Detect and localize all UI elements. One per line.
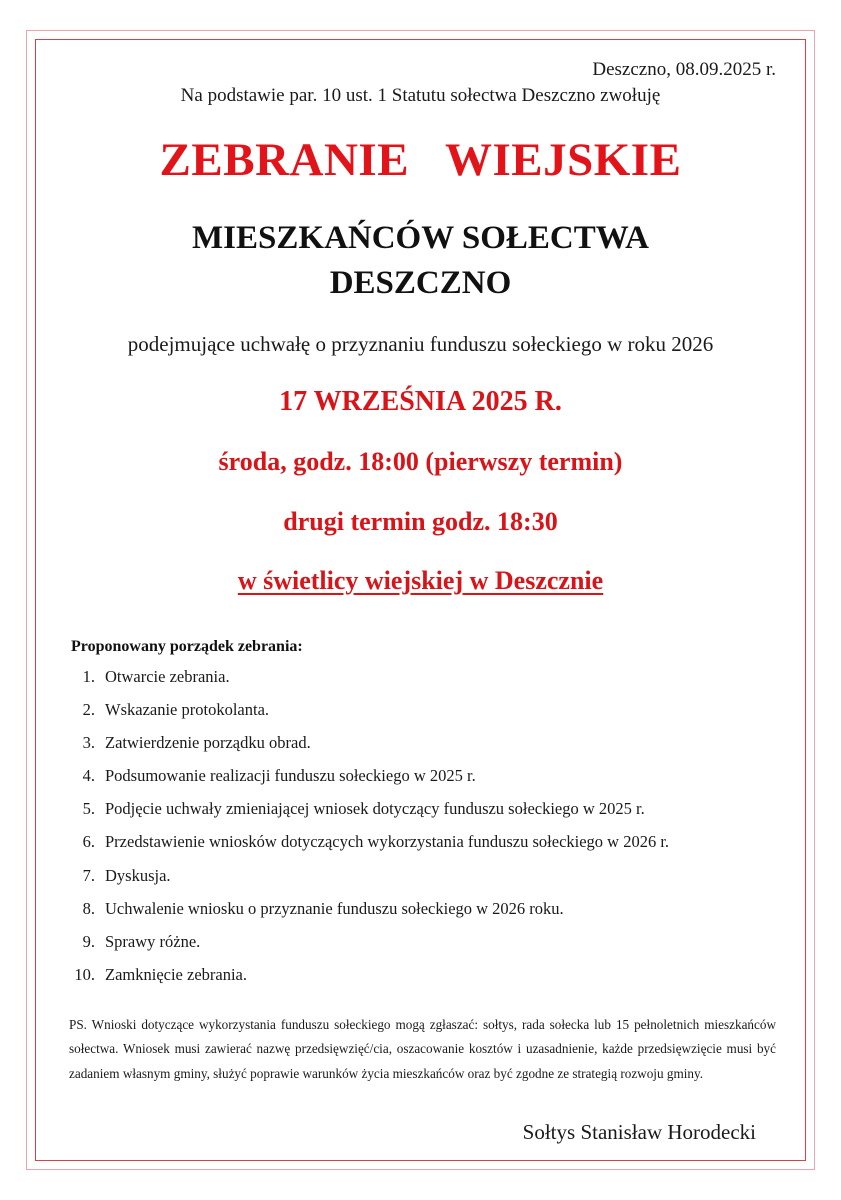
agenda-item-text: Przedstawienie wniosków dotyczących wykorzystania funduszu sołeckiego w 2026 r.	[105, 832, 670, 852]
agenda-item-text: Dyskusja.	[105, 865, 171, 885]
agenda-item	[71, 865, 780, 886]
signature-line: Sołtys Stanisław Horodecki	[522, 1120, 756, 1145]
agenda-item-text: Zamknięcie zebrania.	[105, 964, 247, 984]
second-term: drugi termin godz. 18:30	[283, 506, 558, 536]
postscript-note: PS. Wnioski dotyczące wykorzystania funduszu sołeckiego mogą zgłaszać: sołtys, rada sołecka lub 15 pełnoletnich mieszkańców sołectwa. Wniosek musi zawierać nazwę przedsięwzięć/cia, oszacowanie kosztów i uzasadnienie, każde przedsięwzięcie musi być zadaniem własnym gminy, służyć poprawie warunków życia mieszkańców oraz być zgodne ze strategią rozwoju gminy.	[69, 1017, 776, 1081]
agenda-item-text: Otwarcie zebrania.	[105, 666, 230, 686]
agenda-section	[61, 638, 780, 985]
agenda-item	[71, 931, 780, 952]
agenda-list	[71, 666, 780, 985]
agenda-item-number: 10.	[74, 964, 95, 984]
agenda-item	[71, 798, 780, 819]
agenda-item-number: 1.	[82, 666, 95, 686]
agenda-item-number: 8.	[82, 898, 95, 918]
agenda-item-number: 3.	[82, 733, 95, 753]
subtitle-block	[61, 216, 780, 305]
agenda-item	[71, 666, 780, 687]
agenda-item	[71, 964, 780, 985]
notice-sheet	[35, 39, 806, 1161]
legal-basis-line: Na podstawie par. 10 ust. 1 Statutu sołectwa Deszczno zwołuję	[180, 84, 661, 106]
agenda-item-number: 5.	[82, 799, 95, 819]
agenda-item-number: 6.	[82, 832, 95, 852]
agenda-item-text: Podsumowanie realizacji funduszu sołeckiego w 2025 r.	[105, 766, 476, 786]
agenda-item	[71, 831, 780, 852]
subtitle-line-1: MIESZKAŃCÓW SOŁECTWA	[192, 220, 649, 257]
agenda-item-number: 7.	[82, 865, 95, 885]
agenda-item-number: 9.	[82, 931, 95, 951]
agenda-item	[71, 898, 780, 919]
meeting-venue: w świetlicy wiejskiej w Deszcznie	[237, 565, 604, 595]
page-title: ZEBRANIE WIEJSKIE	[159, 133, 682, 186]
first-term: środa, godz. 18:00 (pierwszy termin)	[218, 447, 623, 477]
agenda-item-number: 2.	[82, 700, 95, 720]
agenda-item	[71, 765, 780, 786]
agenda-item	[71, 699, 780, 720]
agenda-item-text: Sprawy różne.	[105, 931, 201, 951]
agenda-item-text: Podjęcie uchwały zmieniającej wniosek dotyczący funduszu sołeckiego w 2025 r.	[105, 799, 645, 819]
place-and-date: Deszczno, 08.09.2025 r.	[592, 59, 776, 80]
meeting-date: 17 WRZEŚNIA 2025 R.	[279, 385, 562, 417]
meeting-purpose: podejmujące uchwałę o przyznaniu funduszu sołeckiego w roku 2026	[127, 332, 714, 357]
agenda-item-text: Wskazanie protokolanta.	[105, 700, 270, 720]
agenda-item-text: Zatwierdzenie porządku obrad.	[105, 733, 311, 753]
agenda-heading: Proponowany porządek zebrania:	[71, 637, 303, 655]
subtitle-line-2: DESZCZNO	[329, 264, 512, 301]
agenda-item-text: Uchwalenie wniosku o przyznanie funduszu sołeckiego w 2026 roku.	[105, 898, 564, 918]
agenda-item-number: 4.	[82, 766, 95, 786]
agenda-item	[71, 732, 780, 753]
